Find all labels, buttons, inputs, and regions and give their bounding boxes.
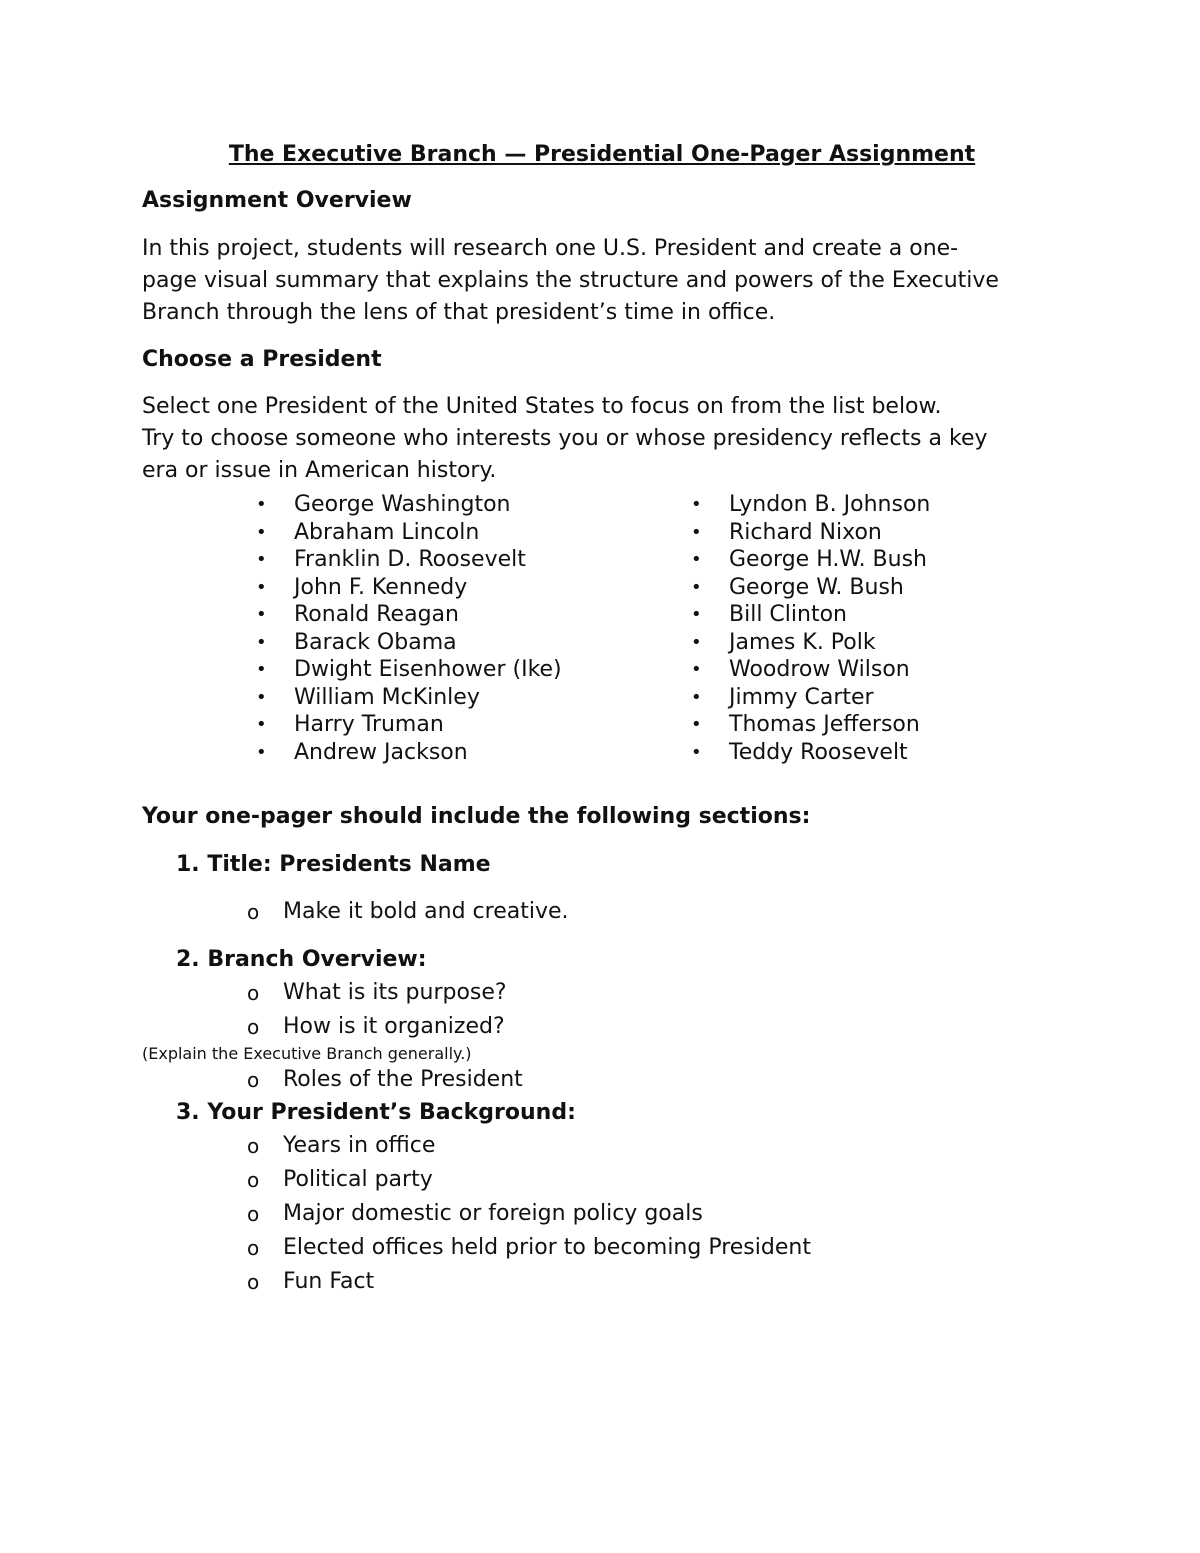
list-item: o What is its purpose? [142,976,1062,1010]
list-item: • Harry Truman [256,712,444,737]
list-item: • Abraham Lincoln [256,519,480,545]
list-item: • Andrew Jackson [256,739,468,765]
section-title: 1. Title: Presidents Name [176,852,491,877]
list-item: • Thomas Jefferson [691,712,920,737]
list-item: • James K. Polk [691,629,876,655]
circle-bullet-icon: o [247,1236,260,1260]
circle-bullet-icon: o [247,1202,260,1226]
choose-heading: Choose a President [142,347,382,372]
section-note: (Explain the Executive Branch generally.) [142,1044,472,1063]
list-item: o Fun Fact [142,1265,1062,1299]
list-item: • William McKinley [256,684,480,710]
overview-line: In this project, students will research one U.S. President and create a one- [142,236,959,261]
bullet-icon: • [691,631,702,653]
circle-bullet-icon: o [247,981,260,1005]
section-title: 2. Branch Overview: [176,947,427,972]
list-item: • George W. Bush [691,574,904,600]
circle-bullet-icon: o [247,1134,260,1158]
bullet-icon: • [256,631,267,653]
list-item: • Lyndon B. Johnson [691,492,931,517]
president-lists [142,491,1062,765]
bullet-icon: • [691,549,702,570]
bullet-icon: • [256,714,267,735]
circle-bullet-icon: o [247,1168,260,1192]
list-item: o Political party [142,1163,1062,1197]
list-item: o Major domestic or foreign policy goals [142,1197,1062,1231]
bullet-icon: • [691,659,702,680]
list-item: • George Washington [256,492,511,517]
list-item: • Richard Nixon [691,519,882,545]
circle-bullet-icon: o [247,1270,260,1294]
choose-line: era or issue in American history. [142,458,497,483]
list-item: • Ronald Reagan [256,602,459,627]
bullet-icon: • [691,604,702,625]
section-title: 3. Your President’s Background: [176,1100,576,1125]
section-items [142,1063,1062,1097]
list-item: • Franklin D. Roosevelt [256,547,526,572]
list-item: • Bill Clinton [691,602,847,627]
overview-line: Branch through the lens of that president’s time in office. [142,300,776,325]
section-items [142,976,1062,1044]
circle-bullet-icon: o [247,1015,260,1039]
circle-bullet-icon: o [247,1068,260,1092]
bullet-icon: • [256,741,267,763]
list-item: • George H.W. Bush [691,547,927,572]
bullet-icon: • [256,549,267,570]
list-item: • Dwight Eisenhower (Ike) [256,657,562,682]
list-item: o How is it organized? [142,1010,1062,1044]
list-item: o Make it bold and creative. [142,895,1062,929]
president-list-right [691,491,930,766]
bullet-icon: • [691,521,702,543]
list-item: • Teddy Roosevelt [691,739,908,765]
list-item: • John F. Kennedy [256,574,468,600]
bullet-icon: • [256,521,267,543]
bullet-icon: • [691,494,702,515]
list-item: • Barack Obama [256,629,457,655]
list-item: • Jimmy Carter [691,684,874,710]
document-page [142,138,1062,1299]
list-item: • Woodrow Wilson [691,657,910,682]
bullet-icon: • [691,686,702,708]
bullet-icon: • [256,604,267,625]
section-items [142,1129,1062,1299]
section-items [142,895,1062,929]
overview-heading: Assignment Overview [142,188,412,213]
overview-paragraph [142,233,1062,329]
president-list-left [256,491,562,766]
choose-line: Try to choose someone who interests you or whose presidency reflects a key [142,426,988,451]
list-item: o Years in office [142,1129,1062,1163]
bullet-icon: • [691,714,702,735]
overview-line: page visual summary that explains the structure and powers of the Executive [142,268,999,293]
document-title: The Executive Branch — Presidential One-Pager Assignment [228,142,976,167]
bullet-icon: • [691,576,702,598]
list-item: o Elected offices held prior to becoming President [142,1231,1062,1265]
circle-bullet-icon: o [247,900,260,924]
choose-paragraph [142,391,1062,487]
list-item: o Roles of the President [142,1063,1062,1097]
bullet-icon: • [691,741,702,763]
bullet-icon: • [256,576,267,598]
choose-line: Select one President of the United States to focus on from the list below. [142,394,942,419]
sections-heading: Your one-pager should include the following sections: [142,804,811,829]
bullet-icon: • [256,686,267,708]
bullet-icon: • [256,659,267,680]
bullet-icon: • [256,494,267,515]
